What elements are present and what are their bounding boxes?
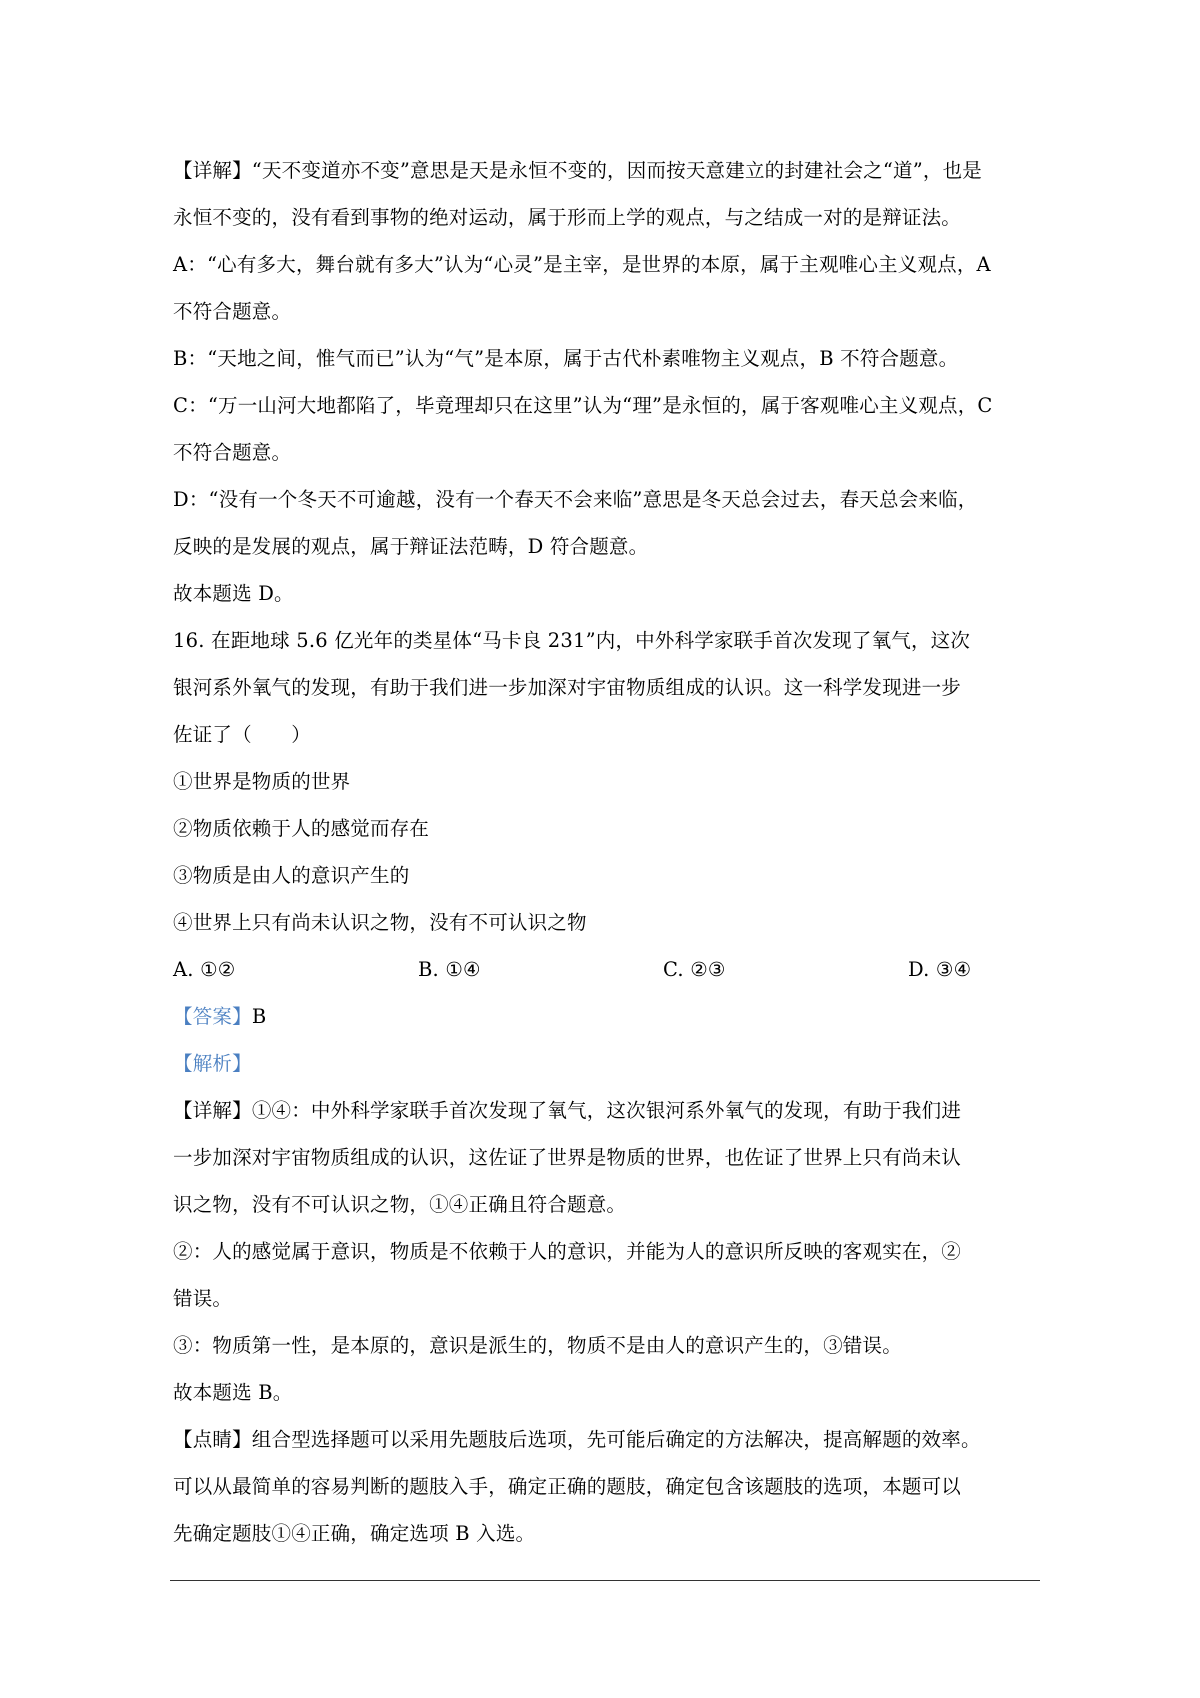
option-c: C. ②③ xyxy=(663,958,726,981)
option-a-analysis-line-2: 不符合题意。 xyxy=(173,300,292,323)
analysis-line-2: 一步加深对宇宙物质组成的认识，这佐证了世界是物质的世界，也佐证了世界上只有尚未认 xyxy=(173,1146,962,1169)
answer-line xyxy=(173,1002,266,1032)
tip-line-1: 【点睛】组合型选择题可以采用先题肢后选项，先可能后确定的方法解决，提高解题的效率。 xyxy=(173,1428,981,1451)
answer-value: B xyxy=(251,1005,267,1028)
analysis-detail-label: 【详解】 xyxy=(173,1099,252,1122)
footer-divider xyxy=(170,1580,1040,1581)
prev-detail-line-2: 永恒不变的，没有看到事物的绝对运动，属于形而上学的观点，与之结成一对的是辩证法。 xyxy=(173,206,962,229)
tip-line-2: 可以从最简单的容易判断的题肢入手，确定正确的题肢，确定包含该题肢的选项，本题可以 xyxy=(173,1475,962,1498)
statement-4: ④世界上只有尚未认识之物，没有不可认识之物 xyxy=(173,911,587,934)
analysis-line-6: ③：物质第一性，是本原的，意识是派生的，物质不是由人的意识产生的，③错误。 xyxy=(173,1334,902,1357)
option-c-analysis-line-1: C：“万一山河大地都陷了，毕竟理却只在这里”认为“理”是永恒的，属于客观唯心主义观点，C xyxy=(173,394,993,417)
analysis-line-1 xyxy=(173,1096,961,1126)
analysis-line-5: 错误。 xyxy=(173,1287,233,1310)
answer-label: 【答案】 xyxy=(173,1005,252,1028)
analysis-line-3: 识之物，没有不可认识之物，①④正确且符合题意。 xyxy=(173,1193,627,1216)
option-d: D. ③④ xyxy=(908,958,972,981)
option-b-analysis: B：“天地之间，惟气而已”认为“气”是本原，属于古代朴素唯物主义观点，B 不符合题意。 xyxy=(173,347,959,370)
statement-3: ③物质是由人的意识产生的 xyxy=(173,864,410,887)
question-stem-line-3: 佐证了（ ） xyxy=(173,723,311,746)
statement-1: ①世界是物质的世界 xyxy=(173,770,351,793)
tip-line-3: 先确定题肢①④正确，确定选项 B 入选。 xyxy=(173,1522,536,1545)
statement-2: ②物质依赖于人的感觉而存在 xyxy=(173,817,430,840)
question-stem-line-1: 16. 在距地球 5.6 亿光年的类星体“马卡良 231”内，中外科学家联手首次发现了氧气，这次 xyxy=(173,629,971,652)
option-c-analysis-line-2: 不符合题意。 xyxy=(173,441,292,464)
question-stem-line-2: 银河系外氧气的发现，有助于我们进一步加深对宇宙物质组成的认识。这一科学发现进一步 xyxy=(173,676,962,699)
prev-detail-line-1: 【详解】“天不变道亦不变”意思是天是永恒不变的，因而按天意建立的封建社会之“道”，也是 xyxy=(173,159,982,182)
option-d-analysis-line-1: D：“没有一个冬天不可逾越，没有一个春天不会来临”意思是冬天总会过去，春天总会来临， xyxy=(173,488,978,511)
analysis-line-4: ②：人的感觉属于意识，物质是不依赖于人的意识，并能为人的意识所反映的客观实在，② xyxy=(173,1240,962,1263)
option-d-analysis-line-2: 反映的是发展的观点，属于辩证法范畴，D 符合题意。 xyxy=(173,535,649,558)
option-a: A. ①② xyxy=(173,958,236,981)
analysis-label: 【解析】 xyxy=(173,1052,252,1075)
analysis-conclusion: 故本题选 B。 xyxy=(173,1381,293,1404)
option-b: B. ①④ xyxy=(418,958,481,981)
analysis-detail-text: ①④：中外科学家联手首次发现了氧气，这次银河系外氧气的发现，有助于我们进 xyxy=(251,1099,962,1122)
prev-conclusion: 故本题选 D。 xyxy=(173,582,294,605)
option-a-analysis-line-1: A：“心有多大，舞台就有多大”认为“心灵”是主宰，是世界的本原，属于主观唯心主义观点，A xyxy=(173,253,991,276)
